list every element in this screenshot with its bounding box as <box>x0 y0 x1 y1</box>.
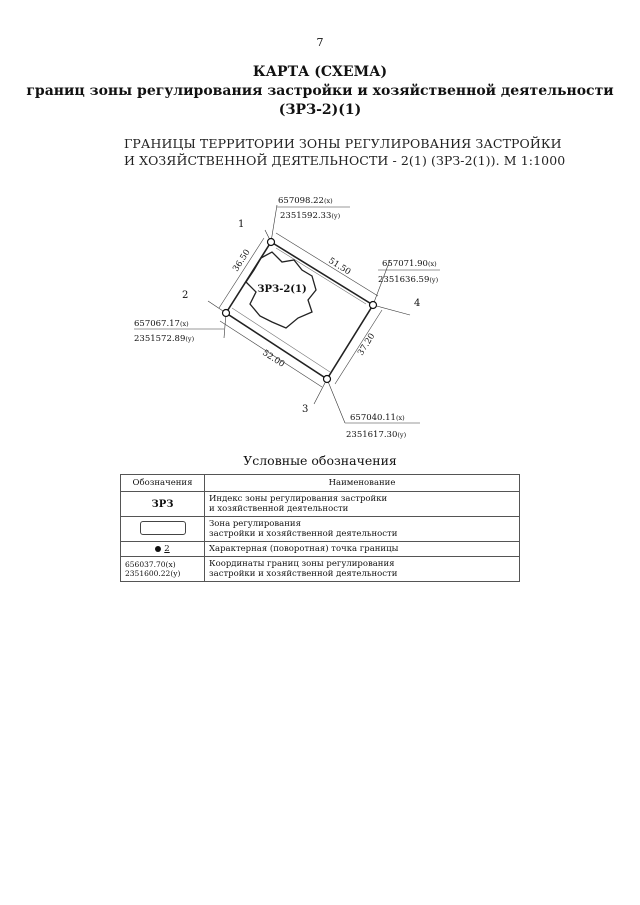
boundary-point-marker <box>324 376 331 383</box>
point-3-x-coord: 657040.11(x) <box>350 413 405 423</box>
legend-table <box>120 474 520 582</box>
point-1-x-coord: 657098.22(x) <box>278 196 333 206</box>
boundary-point-marker <box>370 302 377 309</box>
legend-row-text: застройки и хозяйственной деятельности <box>209 569 398 579</box>
map-heading-line1: ГРАНИЦЫ ТЕРРИТОРИИ ЗОНЫ РЕГУЛИРОВАНИЯ ЗАСТРОЙКИ <box>124 136 562 151</box>
dimension-bottom: 52.00 <box>260 348 287 370</box>
legend-zone-rect-symbol <box>140 521 186 535</box>
legend-coord-y: 2351600.22(y) <box>125 569 181 578</box>
legend-row <box>121 517 520 542</box>
legend-row-text: Индекс зоны регулирования застройки <box>209 494 388 504</box>
leader-line <box>327 379 345 423</box>
point-2-number: 2 <box>182 290 189 301</box>
legend-row-text: и хозяйственной деятельности <box>209 504 349 514</box>
legend-row <box>121 542 520 557</box>
legend-row-text: Зона регулирования <box>209 519 301 529</box>
point-4-number: 4 <box>414 298 421 309</box>
legend-row-text: Характерная (поворотная) точка границы <box>209 544 399 554</box>
leader-line <box>271 205 277 242</box>
boundary-map <box>120 190 440 446</box>
point-2-y-coord: 2351572.89(y) <box>134 334 195 344</box>
map-heading-line2: И ХОЗЯЙСТВЕННОЙ ДЕЯТЕЛЬНОСТИ - 2(1) (ЗРЗ-2(1)). М 1:1000 <box>124 153 566 168</box>
legend-row-text: Координаты границ зоны регулирования <box>209 559 395 569</box>
legend-header-row <box>121 475 520 492</box>
legend-coord-x: 656037.70(x) <box>125 560 176 569</box>
zone-label: ЗРЗ-2(1) <box>257 284 307 295</box>
point-3-y-coord: 2351617.30(y) <box>346 430 407 440</box>
legend-row <box>121 557 520 582</box>
dimension-line-left <box>219 238 264 308</box>
point-3-number: 3 <box>302 404 309 415</box>
dimension-right: 37.20 <box>356 331 378 358</box>
legend-zone-index-symbol: ЗРЗ <box>151 498 174 510</box>
legend-header-symbol: Обозначения <box>121 475 205 492</box>
point-4-x-coord: 657071.90(x) <box>382 259 437 269</box>
page-subtitle: границ зоны регулирования застройки и хозяйственной деятельности <box>26 83 614 99</box>
boundary-point-marker <box>268 239 275 246</box>
boundary-point-marker <box>223 310 230 317</box>
point-2-x-coord: 657067.17(x) <box>134 319 189 329</box>
legend-row-text: застройки и хозяйственной деятельности <box>209 529 398 539</box>
dimension-left: 36.50 <box>231 247 253 274</box>
page-number: 7 <box>316 36 324 49</box>
page-title: КАРТА (СХЕМА) <box>252 64 388 80</box>
legend-point-dot-icon <box>155 546 161 552</box>
legend-header-name: Наименование <box>205 475 520 492</box>
legend-row <box>121 492 520 517</box>
point-1-y-coord: 2351592.33(y) <box>280 211 341 221</box>
point-1-number: 1 <box>238 219 245 230</box>
leader-line <box>373 305 410 315</box>
point-4-y-coord: 2351636.59(y) <box>378 275 439 285</box>
dimension-top: 51.50 <box>326 256 353 278</box>
legend-caption: Условные обозначения <box>243 453 397 468</box>
legend-point-number: 2 <box>164 544 170 554</box>
zone-index-title: (ЗРЗ-2)(1) <box>278 102 362 118</box>
inner-line <box>276 248 366 304</box>
